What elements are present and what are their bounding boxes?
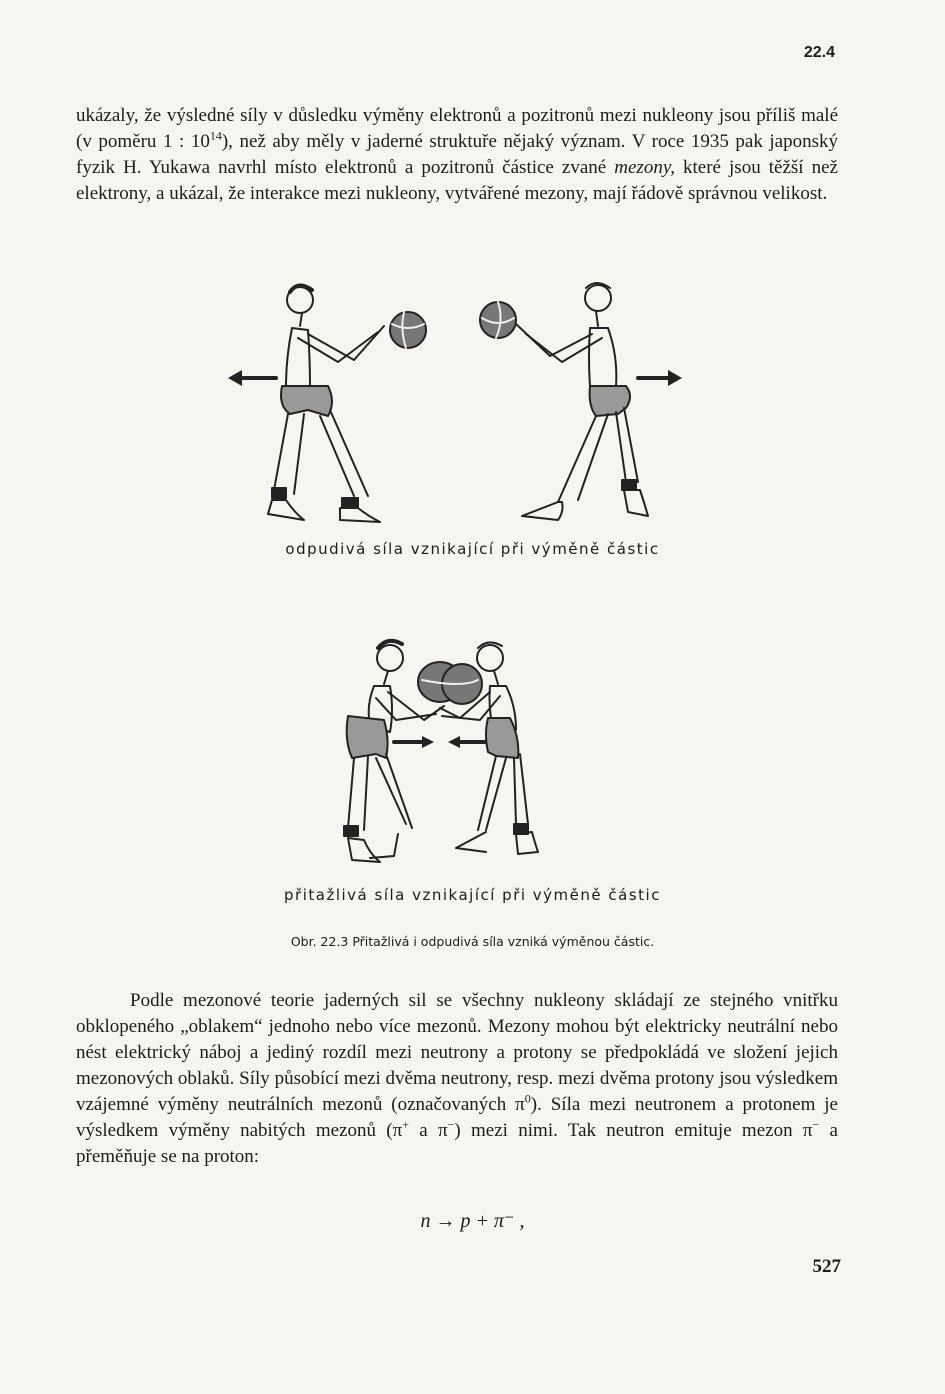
- text-run: které jsou těžší než elektrony, a ukázal, že interakce mezi nukleony, vytvářené mezony, mají řádově správnou velikost.: [76, 157, 838, 204]
- left-player-figure: [268, 285, 384, 522]
- text-run: a přeměňuje se na proton:: [76, 1120, 838, 1167]
- section-number: 22.4: [803, 44, 835, 61]
- arrow-left-icon: [228, 370, 276, 386]
- ball-icon: [418, 662, 482, 704]
- paragraph-intro: [76, 103, 838, 207]
- figure-attractive-illustration: [330, 634, 590, 874]
- text-run: a π: [409, 1120, 448, 1141]
- text-run: ukázaly, že výsledné síly v důsledku výměny elektronů a pozitronů mezi nukleony jsou příliš malé (v poměru 1 : 10: [76, 105, 838, 152]
- ball-icon: [480, 302, 516, 338]
- superscript: 14: [209, 128, 222, 143]
- emphasis-text: mezony,: [614, 157, 675, 178]
- ball-icon: [390, 312, 426, 348]
- superscript: −: [812, 1117, 820, 1132]
- text-run: ). Síla mezi neutronem a protonem je výsledkem výměny nabitých mezonů (π: [76, 1094, 838, 1141]
- figure-repulsive-illustration: [220, 278, 690, 534]
- text-run: Podle mezonové teorie jaderných sil se všechny nukleony skládají ze stejného vnitřku obklopeného „oblakem“ jednoho nebo více mezonů. Mezony mohou být elektricky neutrální nebo nést elektrický náboj a jediný rozdíl mezi neutrony a protony se předpokládá ve složení jejich mezonových oblaků. Síly působící mezi dvěma neutrony, resp. mezi dvěma protony jsou výsledkem vzájemné výměny neutrálních mezonů (označovaných π: [76, 990, 838, 1115]
- superscript: +: [402, 1117, 409, 1132]
- text-run: ), než aby měly v jaderné struktuře nějaký význam. V roce 1935 pak japonský fyzik H. Yukawa navrhl místo elektronů a pozitronů částice zvané: [76, 131, 838, 178]
- arrow-right-icon: [638, 370, 682, 386]
- text-run: ) mezi nimi. Tak neutron emituje mezon π: [454, 1120, 813, 1141]
- right-player-figure: [516, 283, 648, 520]
- figure-attractive-caption: přitažlivá síla vznikající při výměně částic: [284, 886, 661, 904]
- figure-main-caption: Obr. 22.3 Přitažlivá i odpudivá síla vzniká výměnou částic.: [290, 934, 655, 949]
- superscript: 0: [524, 1091, 531, 1106]
- equation: n → p + π⁻ ,: [420, 1210, 525, 1232]
- figure-repulsive-caption: odpudivá síla vznikající při výměně částic: [285, 540, 660, 558]
- arrow-left-icon: [448, 736, 488, 748]
- superscript: −: [447, 1117, 455, 1132]
- paragraph-meson-theory: [76, 988, 838, 1170]
- arrow-right-icon: [394, 736, 434, 748]
- page-number: 527: [812, 1256, 841, 1277]
